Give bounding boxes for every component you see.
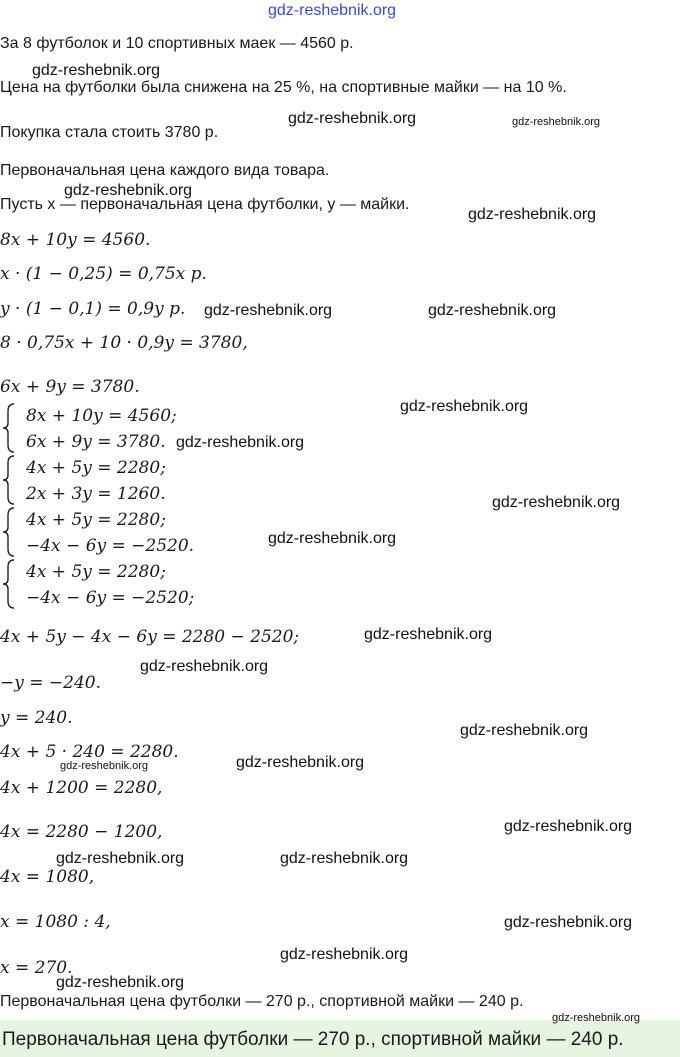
watermark-top: gdz-reshebnik.org (268, 2, 397, 19)
system-4-eq-b: −4x − 6y = −2520; (26, 588, 195, 608)
equation-8: y = 240. (0, 708, 73, 728)
problem-line-1: За 8 футболок и 10 спортивных маек — 4560 р. (0, 35, 354, 52)
watermark: gdz-reshebnik.org (504, 818, 633, 835)
system-1-eq-a: 8x + 10y = 4560; (26, 406, 177, 426)
answer-text: Первоначальная цена футболки — 270 р., спортивной майки — 240 р. (2, 1029, 624, 1050)
watermark: gdz-reshebnik.org (268, 530, 397, 547)
watermark: gdz-reshebnik.org (236, 754, 365, 771)
system-2-eq-b: 2x + 3y = 1260. (26, 484, 166, 504)
system-3-eq-a: 4x + 5y = 2280; (26, 510, 166, 530)
equation-9: 4x + 5 · 240 = 2280. (0, 742, 179, 762)
equation-1: 8x + 10y = 4560. (0, 230, 151, 250)
equation-4: 8 · 0,75x + 10 · 0,9y = 3780, (0, 333, 248, 353)
watermark: gdz-reshebnik.org (288, 110, 417, 127)
equation-12: 4x = 1080, (0, 867, 95, 887)
watermark: gdz-reshebnik.org (140, 658, 269, 675)
equation-14: x = 270. (0, 958, 73, 978)
equation-10: 4x + 1200 = 2280, (0, 778, 163, 798)
problem-line-3: Покупка стала стоить 3780 р. (0, 124, 219, 141)
result-line: Первоначальная цена футболки — 270 р., спортивной майки — 240 р. (0, 993, 524, 1010)
watermark: gdz-reshebnik.org (56, 974, 185, 991)
equation-3: y · (1 − 0,1) = 0,9y р. (0, 299, 186, 319)
equation-6: 4x + 5y − 4x − 6y = 2280 − 2520; (0, 627, 300, 647)
watermark: gdz-reshebnik.org (468, 206, 597, 223)
watermark: gdz-reshebnik.org (280, 850, 409, 867)
watermark: gdz-reshebnik.org (504, 914, 633, 931)
equation-13: x = 1080 : 4, (0, 912, 111, 932)
watermark: gdz-reshebnik.org (552, 1012, 641, 1024)
watermark: gdz-reshebnik.org (204, 302, 333, 319)
watermark: gdz-reshebnik.org (176, 434, 305, 451)
watermark: gdz-reshebnik.org (460, 722, 589, 739)
watermark: gdz-reshebnik.org (60, 760, 149, 772)
equation-2: x · (1 − 0,25) = 0,75x р. (0, 264, 207, 284)
equation-11: 4x = 2280 − 1200, (0, 822, 163, 842)
system-brace-2 (2, 455, 16, 505)
system-3-eq-b: −4x − 6y = −2520. (26, 536, 195, 556)
system-brace-1 (2, 403, 16, 453)
watermark: gdz-reshebnik.org (364, 626, 493, 643)
equation-5: 6x + 9y = 3780. (0, 377, 140, 397)
system-brace-4 (2, 559, 16, 609)
let-line: Пусть x — первоначальная цена футболки, y — майки. (0, 196, 410, 213)
system-4-eq-a: 4x + 5y = 2280; (26, 562, 166, 582)
watermark: gdz-reshebnik.org (56, 850, 185, 867)
system-1-eq-b: 6x + 9y = 3780. (26, 432, 166, 452)
equation-7: −y = −240. (0, 673, 101, 693)
system-brace-3 (2, 507, 16, 557)
watermark: gdz-reshebnik.org (280, 946, 409, 963)
watermark: gdz-reshebnik.org (32, 62, 161, 79)
watermark: gdz-reshebnik.org (64, 182, 193, 199)
watermark: gdz-reshebnik.org (492, 494, 621, 511)
problem-line-2: Цена на футболки была снижена на 25 %, на спортивные майки — на 10 %. (0, 79, 567, 96)
question-line: Первоначальная цена каждого вида товара. (0, 162, 330, 179)
watermark: gdz-reshebnik.org (428, 302, 557, 319)
watermark: gdz-reshebnik.org (512, 116, 601, 128)
system-2-eq-a: 4x + 5y = 2280; (26, 458, 166, 478)
watermark: gdz-reshebnik.org (400, 398, 529, 415)
